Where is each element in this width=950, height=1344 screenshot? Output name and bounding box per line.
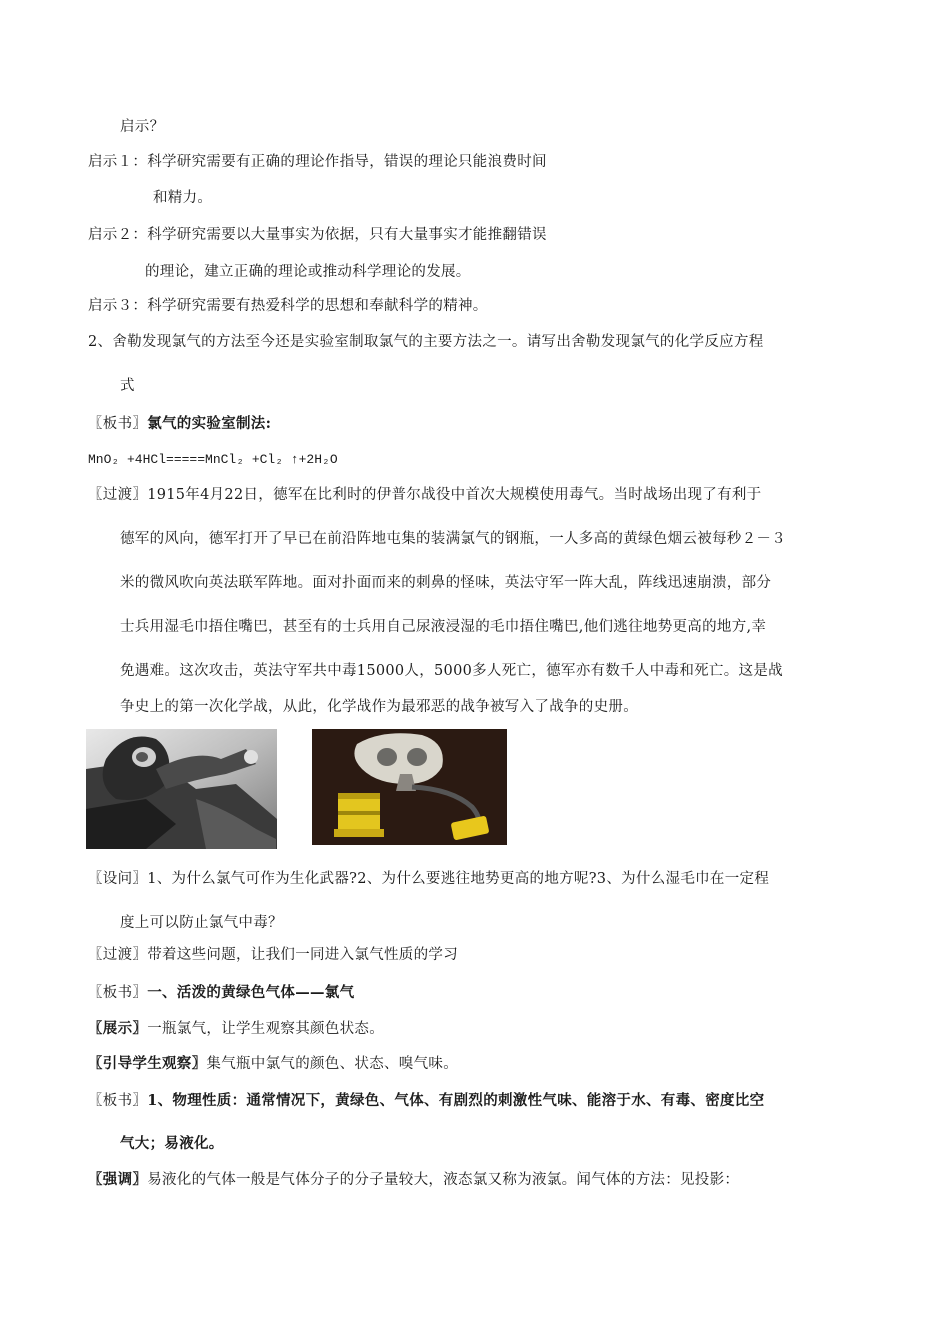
tag: 〖强调〗 bbox=[88, 1171, 148, 1188]
tag: 〖引导学生观察〗 bbox=[88, 1055, 207, 1072]
reaction-formula: MnO₂ +4HCl=====MnCl₂ +Cl₂ ↑+2H₂O bbox=[88, 452, 338, 467]
transition-para-line6: 争史上的第一次化学战，从此，化学战作为最邪恶的战争被写入了战争的史册。 bbox=[120, 699, 638, 715]
tag: 〖板书〗 bbox=[88, 985, 148, 1001]
soldier-gas-mask-photo bbox=[86, 729, 277, 849]
transition-para-line4: 士兵用湿毛巾捂住嘴巴，甚至有的士兵用自己尿液浸湿的毛巾捂住嘴巴,他们逃往地势更高的地方,幸 bbox=[120, 619, 767, 635]
tag: 〖板书〗 bbox=[88, 1093, 148, 1109]
qishi-question: 启示？ bbox=[120, 119, 165, 135]
physical-properties-line2: 气大；易液化。 bbox=[120, 1135, 224, 1152]
text: 一瓶氯气，让学生观察其颜色状态。 bbox=[147, 1021, 385, 1037]
tag: 〖板书〗 bbox=[88, 416, 148, 432]
qishi-2-line2: 的理论，建立正确的理论或推动科学理论的发展。 bbox=[145, 264, 471, 280]
qishi-1-line1: 启示１：科学研究需要有正确的理论作指导，错误的理论只能浪费时间 bbox=[88, 154, 547, 170]
banshu-chlorine-heading bbox=[88, 983, 354, 1003]
gas-mask-canister-photo bbox=[312, 729, 507, 845]
question-2-line1: 2、舍勒发现氯气的方法至今还是实验室制取氯气的主要方法之一。请写出舍勒发现氯气的化学反应方程 bbox=[88, 334, 764, 350]
display-line bbox=[88, 1019, 384, 1039]
emphasis-line bbox=[88, 1170, 739, 1190]
qishi-1-line2: 和精力。 bbox=[153, 190, 213, 206]
question-set-line1: 〖设问〗1、为什么氯气可作为生化武器?2、为什么要逃往地势更高的地方呢?3、为什么湿毛巾在一定程 bbox=[88, 871, 770, 887]
banshu-lab-prep bbox=[88, 414, 271, 434]
tag: 〖展示〗 bbox=[88, 1020, 148, 1037]
heading: 氯气的实验室制法: bbox=[147, 415, 272, 432]
text: 易液化的气体一般是气体分子的分子量较大，液态氯又称为液氯。闻气体的方法：见投影： bbox=[147, 1172, 740, 1188]
qishi-2-line1: 启示２：科学研究需要以大量事实为依据，只有大量事实才能推翻错误 bbox=[88, 227, 547, 243]
question-2-line2: 式 bbox=[120, 378, 135, 394]
transition-para-line3: 米的微风吹向英法联军阵地。面对扑面而来的刺鼻的怪味，英法守军一阵大乱，阵线迅速崩溃，部分 bbox=[120, 575, 772, 591]
guide-observe-line bbox=[88, 1054, 458, 1074]
qishi-3: 启示３：科学研究需要有热爱科学的思想和奉献科学的精神。 bbox=[88, 298, 488, 314]
physical-properties-line1 bbox=[88, 1091, 764, 1111]
heading: 一、活泼的黄绿色气体——氯气 bbox=[147, 984, 355, 1001]
text: 1、物理性质：通常情况下，黄绿色、气体、有剧烈的刺激性气味、能溶于水、有毒、密度比空 bbox=[147, 1092, 765, 1109]
text: 集气瓶中氯气的颜色、状态、嗅气味。 bbox=[206, 1056, 459, 1072]
question-set-line2: 度上可以防止氯气中毒？ bbox=[120, 915, 283, 931]
transition-2: 〖过渡〗带着这些问题，让我们一同进入氯气性质的学习 bbox=[88, 947, 458, 963]
transition-para-line2: 德军的风向，德军打开了早已在前沿阵地屯集的装满氯气的钢瓶，一人多高的黄绿色烟云被每秒２－３ bbox=[120, 531, 786, 547]
transition-para-line1: 〖过渡〗1915年4月22日，德军在比利时的伊普尔战役中首次大规模使用毒气。当时战场出现了有利于 bbox=[88, 487, 762, 503]
transition-para-line5: 免遇难。这次攻击，英法守军共中毒15000人，5000多人死亡，德军亦有数千人中毒和死亡。这是战 bbox=[120, 663, 783, 679]
